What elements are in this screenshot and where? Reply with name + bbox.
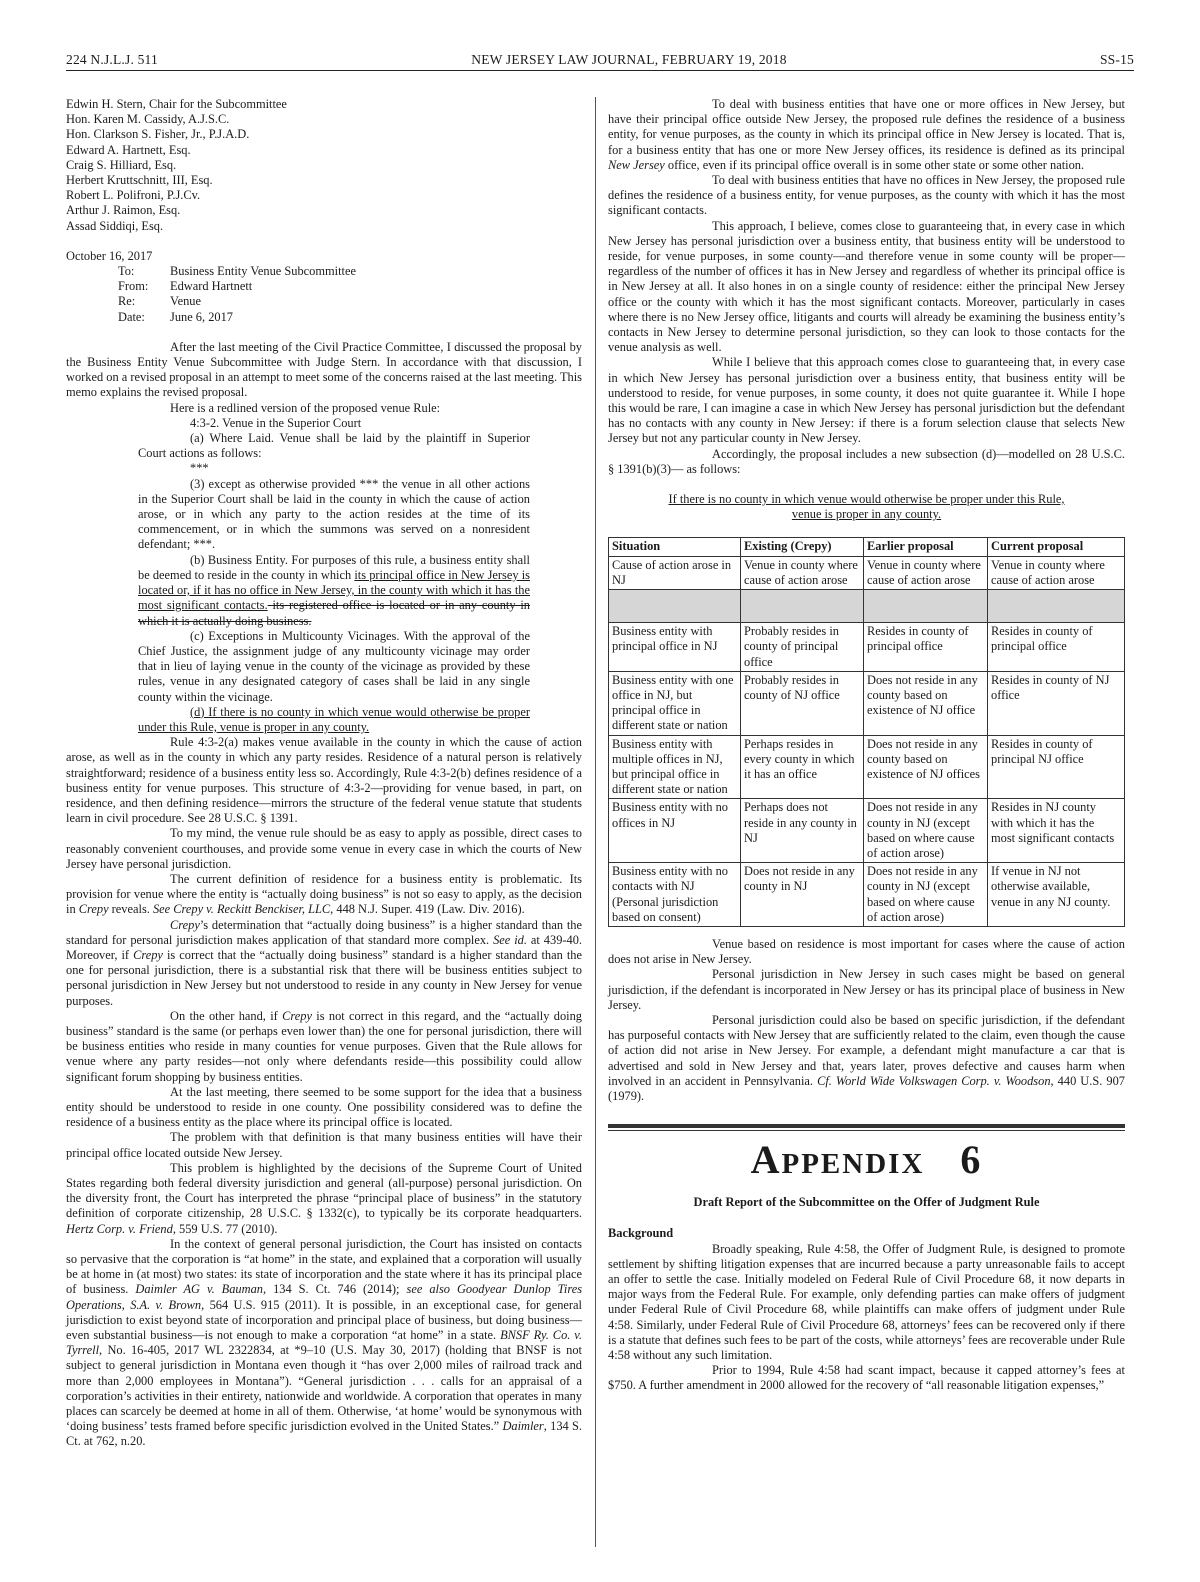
case-citation: see also Goodyear Dunlop Tires Operations, S.A. v. Brown <box>66 1282 583 1312</box>
table-row <box>609 799 1125 863</box>
table-cell: Probably resides in county of NJ office <box>741 671 864 735</box>
text: , No. 16-405, 2017 WL 2322834, at *9–10 (U.S. May 30, 2017) (holding that BNSF is not subject to general jurisdiction in Montana even though it “has over 2,000 miles of railroad track and more than 2,000 employees in Montana”). “General jurisdiction . . . calls for an appraisal of a corporation’s activities in their entirety, nationwide and worldwide. A corporation that operates in many places can scarcely be deemed at home in all of them. Otherwise, ‘at home’ would be synonymous with ‘doing business’ tests framed before specific jurisdiction evolved in the United States.” <box>66 1343 582 1434</box>
rule-b-text: (b) Business Entity. For purposes of this rule, a business entity shall be deemed to reside in the county in which <box>138 552 530 582</box>
case-name: Crepy <box>133 947 163 962</box>
member-name: Herbert Kruttschnitt, III, Esq. <box>66 173 213 188</box>
paragraph: This approach, I believe, comes close to guaranteeing that, in every case in which New Jersey has personal jurisdiction over a business entity, that business entity will be understood to reside, for venue purposes, in some county—and therefore venue in some county will be proper—regardless of the number of offices it has in New Jersey and regardless of whether its principal office is in New Jersey at all. It also hones in on a single county of residence: either the principal New Jersey office or the county with which it has the most significant contacts. Moreover, particularly in cases where there is no New Jersey office, litigants and courts will already be examining the business entity’s contacts in New Jersey to determine personal jurisdiction, so they can look to those contacts for the venue analysis as well. <box>608 218 1125 355</box>
table-cell: Business entity with multiple offices in NJ, but principal office in different state or nation <box>609 735 741 799</box>
memo-date: October 16, 2017 <box>66 248 153 263</box>
signal: See id. <box>493 932 527 947</box>
table-cell: Business entity with no offices in NJ <box>609 799 741 863</box>
table-cell: Resides in county of principal NJ office <box>988 735 1125 799</box>
member-list <box>66 97 582 234</box>
rule-subsection-b <box>138 553 530 629</box>
rule-b-insertion: its principal office in New Jersey is located or, if it has no office in New Jersey, in the county with which it has the most significant contacts. <box>138 567 530 613</box>
case-citation: BNSF Ry. Co. v. Tyrrell <box>66 1328 582 1358</box>
table-cell: Perhaps resides in every county in which it has an office <box>741 735 864 799</box>
rule-b-deletion: its registered office is located or in any county in which it is actually doing business. <box>138 598 530 628</box>
table-cell: Does not reside in any county in NJ (except based on where cause of action arose) <box>864 863 988 927</box>
appendix-number: 6 <box>960 1137 983 1183</box>
paragraph: Broadly speaking, Rule 4:58, the Offer of Judgment Rule, is designed to promote settlement by shifting litigation expenses that are incurred because a party unreasonable fails to accept an offer to settle the case. Initially modeled on Federal Rule of Civil Procedure 68, it now departs in major ways from the Federal Rule. For example, only defending parties can make offers of judgment under Federal Rule of Civil Procedure 68, while plaintiffs can make offers of judgment under Rule 4:58. Similarly, under Federal Rule of Civil Procedure 68, attorneys’ fees can be recovered only if there is a statute that defines such fees to be part of the costs, while attorneys’ fees are recoverable under Rule 4:58 without any such limitation. <box>608 1241 1125 1363</box>
memo-header <box>118 264 356 325</box>
table-row <box>609 671 1125 735</box>
paragraph <box>66 1009 582 1085</box>
case-citation: Daimler AG v. Bauman <box>135 1282 263 1297</box>
paragraph <box>608 97 1125 173</box>
paragraph <box>66 918 582 1009</box>
paragraph <box>608 1013 1125 1104</box>
right-column <box>608 97 1125 1394</box>
table-row <box>609 735 1125 799</box>
table-header-row <box>609 538 1125 556</box>
memo-from-label: From: <box>118 279 149 294</box>
redlined-rule <box>138 416 530 735</box>
table-cell: Perhaps does not reside in any county in NJ <box>741 799 864 863</box>
rule-subsection-a: (a) Where Laid. Venue shall be laid by the plaintiff in Superior Court actions as follows: <box>138 431 530 461</box>
paragraph: To deal with business entities that have no offices in New Jersey, the proposed rule defines the residence of a business entity, for venue purposes, as the county with which it has the most significant contacts. <box>608 173 1125 218</box>
text: In the context of general personal jurisdiction, the Court has insisted on contacts so pervasive that the corporation is “at home” in the state, and explained that a corporation will usually be at home in (at most) two states: its state of incorporation and the state where it has its principal place of business. <box>66 1236 582 1297</box>
case-citation: Cf. World Wide Volkswagen Corp. v. Woodson <box>817 1073 1051 1088</box>
appendix-rule-thin <box>608 1130 1125 1131</box>
table-cell: Probably resides in county of principal office <box>741 623 864 672</box>
table-cell: Cause of action arose in NJ <box>609 556 741 589</box>
memo-to-label: To: <box>118 264 135 279</box>
member-name: Edward A. Hartnett, Esq. <box>66 142 191 157</box>
quoted-rule <box>608 492 1125 522</box>
paragraph: Here is a redlined version of the proposed venue Rule: <box>170 400 441 415</box>
text: On the other hand, if <box>170 1008 283 1023</box>
column-header: Earlier proposal <box>864 538 988 556</box>
case-name: Crepy <box>78 902 109 917</box>
text: ’s determination that “actually doing business” is a higher standard than the standard for personal jurisdiction makes application of that standard more complex. <box>66 917 582 947</box>
rule-subsection-a3: (3) except as otherwise provided *** the venue in all other actions in the Superior Court shall be laid in the county in which the cause of action arose, or in which any party to the action resides at the time of its commencement, or in which the summons was served on a nonresident defendant; ***. <box>138 476 530 552</box>
table-cell: If venue in NJ not otherwise available, venue in any NJ county. <box>988 863 1125 927</box>
rule-d-insertion: (d) If there is no county in which venue would otherwise be proper under this Rule, venue is proper in any county. <box>138 704 530 734</box>
appendix-title <box>608 1137 1125 1187</box>
case-name: Crepy <box>282 1008 312 1023</box>
appendix-initial: A <box>750 1137 782 1183</box>
running-header <box>66 50 1134 71</box>
memo-re: Venue <box>170 294 201 309</box>
table-cell: Business entity with one office in NJ, but principal office in different state or nation <box>609 671 741 735</box>
column-header: Current proposal <box>988 538 1125 556</box>
appendix-rule-thick <box>608 1124 1125 1128</box>
paragraph: To my mind, the venue rule should be as easy to apply as possible, direct cases to reasonably convenient courthouses, and provide some venue in every case in which the courts of New Jersey have personal jurisdiction. <box>66 826 582 871</box>
text: Personal jurisdiction could also be based on specific jurisdiction, if the defendant has purposeful contacts with New Jersey that are sufficiently related to the claim, even though the cause of action did not arise in New Jersey. For example, a defendant might manufacture a car that is advertised and sold in New Jersey and that, years later, proves defective and causes harm when involved in an accident in Pennsylvania. <box>608 1012 1125 1088</box>
memo-from: Edward Hartnett <box>170 279 253 294</box>
member-name: Hon. Karen M. Cassidy, A.J.S.C. <box>66 112 230 127</box>
member-name: Assad Siddiqi, Esq. <box>66 218 164 233</box>
text: , 134 S. Ct. 746 (2014); <box>262 1282 407 1297</box>
table-row <box>609 623 1125 672</box>
left-column <box>66 97 582 1450</box>
table-cell: Does not reside in any county based on existence of NJ offices <box>864 735 988 799</box>
rule-subsection-c: (c) Exceptions in Multicounty Vicinages. With the approval of the Chief Justice, the assignment judge of any multicounty vicinage may order that in lieu of laying venue in the county of the vicinage as provided by these rules, venue in any designated category of cases shall be laid in any single county within the vicinage. <box>138 628 530 704</box>
appendix-subtitle: Draft Report of the Subcommittee on the Offer of Judgment Rule <box>693 1195 1040 1210</box>
table-cell: Resides in county of NJ office <box>988 671 1125 735</box>
text: is correct that the “actually doing business” standard is a higher standard than the one for personal jurisdiction, there is a substantial risk that there will be business entities subject to personal jurisdiction in New Jersey but not understood to reside in any county in New Jersey for venue purposes. <box>66 947 582 1008</box>
text: , 448 N.J. Super. 419 (Law. Div. 2016). <box>330 902 525 917</box>
table-cell: Resides in NJ county with which it has the most significant contacts <box>988 799 1125 863</box>
memo-to: Business Entity Venue Subcommittee <box>170 264 356 279</box>
case-citation: Hertz Corp. v. Friend <box>66 1221 173 1236</box>
member-name: Craig S. Hilliard, Esq. <box>66 157 177 172</box>
text: The current definition of residence for a business entity is problematic. Its provision for venue where the entity is “actually doing business” is not so easy to apply, as the decision in <box>66 871 582 917</box>
column-divider <box>595 97 596 1547</box>
table-cell: Does not reside in any county in NJ <box>741 863 864 927</box>
header-page-number: SS-15 <box>1099 52 1134 67</box>
comparison-table <box>608 537 1125 926</box>
text: , 134 S. Ct. at 762, n.20. <box>66 1419 582 1449</box>
text: , 564 U.S. 915 (2011). It is possible, in an exceptional case, for general jurisdiction to exist beyond state of incorporation and principal place of business, but doing business—even substantial business—is not enough to make a corporation “at home” in a state. <box>66 1297 582 1343</box>
paragraph: Venue based on residence is most important for cases where the cause of action does not arise in New Jersey. <box>608 936 1125 967</box>
text: office, even if its principal office overall is in some other state or some other nation. <box>664 157 1085 172</box>
text: reveals. <box>108 902 153 917</box>
emphasis: New Jersey <box>608 157 665 172</box>
text: , 440 U.S. 907 (1979). <box>608 1073 1125 1103</box>
memo-re-label: Re: <box>118 294 136 309</box>
paragraph: Accordingly, the proposal includes a new subsection (d)—modelled on 28 U.S.C. § 1391(b)(3)— as follows: <box>608 446 1125 476</box>
text: This problem is highlighted by the decisions of the Supreme Court of United States regarding both federal diversity jurisdiction and general (all-purpose) personal jurisdiction. On the diversity front, the Court has interpreted the phrase “principal place of business” in the statutory definition of corporate citizenship, 28 U.S.C. § 1332(c), to typically be its corporate headquarters. <box>66 1160 582 1221</box>
table-row <box>609 556 1125 589</box>
paragraph <box>66 1161 582 1237</box>
rule-subsection-d <box>138 705 530 735</box>
text: at 439-40. Moreover, if <box>66 932 583 962</box>
paragraph: At the last meeting, there seemed to be some support for the idea that a business entity should be understood to reside in one county. One possibility considered was to define the residence of a business entity as the place where its principal office is located. <box>66 1084 582 1130</box>
table-cell: Does not reside in any county based on existence of NJ office <box>864 671 988 735</box>
table-cell: Venue in county where cause of action arose <box>741 556 864 589</box>
case-citation: Daimler <box>502 1419 544 1434</box>
member-name: Edwin H. Stern, Chair for the Subcommittee <box>66 97 287 111</box>
text: , 559 U.S. 77 (2010). <box>172 1221 278 1236</box>
paragraph: Rule 4:3-2(a) makes venue available in the county in which the cause of action arose, as well as in the county in which any party resides. Residence of a natural person is relatively straightforward; residence of a business entity less so. Accordingly, Rule 4:3-2(b) defines residence of a business entity for venue purposes. This structure of 4:3-2—providing for venue based, in part, on residence, and then defining residence—mirrors the structure of the federal venue statute that students learn in civil procedure. See 28 U.S.C. § 1391. <box>66 735 582 826</box>
paragraph: While I believe that this approach comes close to guaranteeing that, in every case in which New Jersey has personal jurisdiction over a business entity, that business entity will be understood to reside, for venue purposes, in some county, it does not quite guarantee it. While I hope this would be rare, I can imagine a case in which New Jersey has personal jurisdiction but the defendant has no contacts with any county in New Jersey: if there is a forum selection clause that selects New Jersey but not any particular county in New Jersey. <box>608 355 1125 446</box>
text: is not correct in this regard, and the “actually doing business” standard is the same (or perhaps even lower than) the one for personal jurisdiction, there will be business entities who reside in many counties for venue purposes. Given that the Rule allows for venue where any party resides—not only where defendants reside—this possibility could allow significant forum shopping by business entities. <box>66 1008 582 1084</box>
appendix-word: PPENDIX <box>781 1148 925 1181</box>
table-cell: Venue in county where cause of action arose <box>864 556 988 589</box>
paragraph <box>66 1237 582 1450</box>
paragraph <box>66 872 582 918</box>
paragraph: After the last meeting of the Civil Practice Committee, I discussed the proposal by the Business Entity Venue Subcommittee with Judge Stern. In accordance with that discussion, I worked on a revised proposal in an attempt to meet some of the concerns raised at the last meeting. This memo explains the revised proposal. <box>66 339 582 400</box>
table-cell: Business entity with principal office in NJ <box>609 623 741 672</box>
table-cell: Does not reside in any county in NJ (except based on where cause of action arose) <box>864 799 988 863</box>
member-name: Hon. Clarkson S. Fisher, Jr., P.J.A.D. <box>66 127 250 142</box>
paragraph: The problem with that definition is that many business entities will have their principal office located outside New Jersey. <box>66 1130 582 1160</box>
paragraph: Personal jurisdiction in New Jersey in such cases might be based on general jurisdiction, if the defendant is incorporated in New Jersey or has its principal place of business in New Jersey. <box>608 967 1125 1012</box>
quoted-rule-text: If there is no county in which venue would otherwise be proper under this Rule, venue is proper in any county. <box>668 492 1065 522</box>
case-name: Crepy <box>170 917 200 932</box>
paragraph: Prior to 1994, Rule 4:58 had scant impact, because it capped attorney’s fees at $750. A further amendment in 2000 allowed for the recovery of “all reasonable litigation expenses,” <box>608 1363 1125 1393</box>
header-publication: NEW JERSEY LAW JOURNAL, FEBRUARY 19, 2018 <box>471 52 787 67</box>
memo-date-value: June 6, 2017 <box>170 309 233 324</box>
table-cell: Venue in county where cause of action arose <box>988 556 1125 589</box>
header-citation: 224 N.J.L.J. 511 <box>66 52 158 67</box>
text: To deal with business entities that have one or more offices in New Jersey, but have their principal office outside New Jersey, the proposed rule defines the residence of a business entity, for venue purposes, as the county in which its principal office in New Jersey is located. That is, for a business entity that has one or more New Jersey offices, its residence is defined as its principal <box>608 97 1125 157</box>
column-header: Situation <box>609 538 741 556</box>
member-name: Arthur J. Raimon, Esq. <box>66 203 181 218</box>
member-name: Robert L. Polifroni, P.J.Cv. <box>66 188 201 203</box>
rule-ellipsis: *** <box>190 461 209 476</box>
table-spacer-row <box>609 590 1125 623</box>
rule-title: 4:3-2. Venue in the Superior Court <box>190 415 362 430</box>
table-cell: Resides in county of principal office <box>988 623 1125 672</box>
column-header: Existing (Crepy) <box>741 538 864 556</box>
memo-date-label: Date: <box>118 309 145 324</box>
case-citation: See Crepy v. Reckitt Benckiser, LLC <box>152 902 331 917</box>
table-cell: Business entity with no contacts with NJ (Personal jurisdiction based on consent) <box>609 863 741 927</box>
table-cell: Resides in county of principal office <box>864 623 988 672</box>
table-row <box>609 863 1125 927</box>
section-heading: Background <box>608 1226 674 1241</box>
